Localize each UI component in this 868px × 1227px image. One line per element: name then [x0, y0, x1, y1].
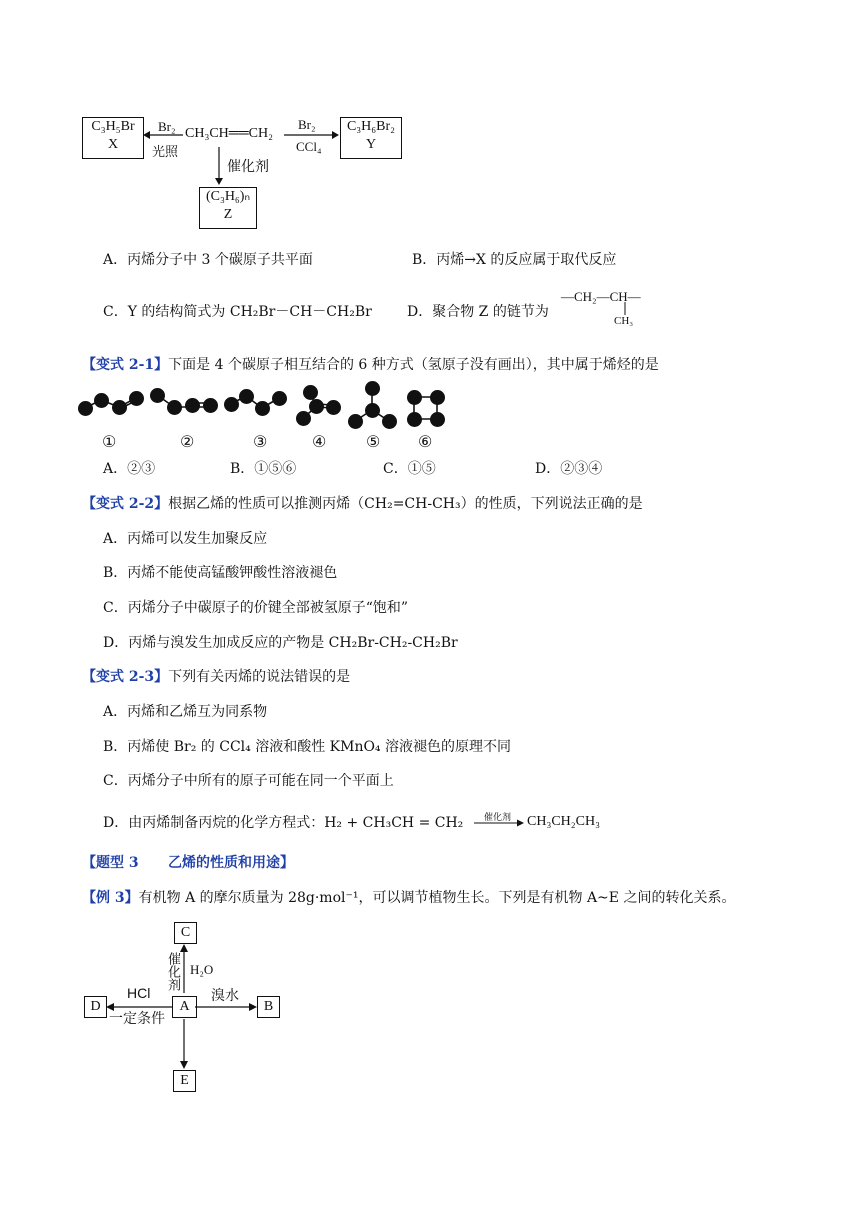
atom — [272, 391, 287, 406]
v21-option-b: B．①⑤⑥ — [230, 461, 297, 477]
down-arrow-label: 催化剂 — [227, 159, 269, 175]
mol-number-2: ② — [180, 432, 195, 451]
box-x-label: X — [107, 137, 119, 152]
mol-number-5: ⑤ — [366, 432, 381, 451]
scheme2-box-d: D — [84, 996, 107, 1018]
v23-product: CH₃CH₂CH₃ — [527, 814, 600, 829]
v22-question — [82, 494, 643, 514]
v22-option-c: C．丙烯分子中碳原子的价键全部被氢原子“饱和” — [103, 600, 409, 616]
right-arrow-top: Br₂ — [298, 117, 316, 132]
box-x-formula: C₃H₅Br — [91, 119, 135, 134]
atom — [255, 401, 270, 416]
atom — [382, 414, 397, 429]
scheme2-box-a: A — [172, 996, 197, 1018]
left-arrow-top: Br₂ — [158, 119, 176, 134]
v21-question — [82, 355, 659, 375]
atom — [365, 381, 380, 396]
q1-option-b: B．丙烯→X 的反应属于取代反应 — [412, 252, 617, 268]
atom — [407, 390, 422, 405]
scheme1-box-z — [199, 187, 257, 229]
atom — [365, 403, 380, 418]
scheme2-box-b: B — [257, 996, 280, 1018]
v22-option-d: D．丙烯与溴发生加成反应的产物是 CH₂Br-CH₂-CH₂Br — [103, 635, 458, 651]
atom — [112, 400, 127, 415]
polymer-unit-sub: CH₃ — [614, 315, 634, 327]
scheme2-box-e: E — [173, 1070, 196, 1092]
atom — [326, 400, 341, 415]
atom — [303, 385, 318, 400]
scheme1-box-y — [340, 117, 402, 159]
v21-option-a: A．②③ — [103, 461, 156, 477]
q1-option-a: A．丙烯分子中 3 个碳原子共平面 — [103, 252, 313, 268]
atom — [150, 388, 165, 403]
ex3-label: 【例 3】 — [82, 890, 139, 906]
v23-option-a: A．丙烯和乙烯互为同系物 — [103, 704, 268, 720]
left-arrow-bottom: 光照 — [152, 145, 179, 160]
atom — [94, 393, 109, 408]
scheme2-up-label: H₂O — [190, 962, 214, 977]
v22-label: 【变式 2-2】 — [82, 496, 169, 512]
v22-option-b: B．丙烯不能使高锰酸钾酸性溶液褪色 — [103, 565, 338, 581]
v23-text: 下列有关丙烯的说法错误的是 — [168, 669, 351, 685]
scheme2-left-bottom: 一定条件 — [109, 1011, 165, 1027]
v21-option-d: D．②③④ — [535, 461, 603, 477]
atom — [185, 398, 200, 413]
atom — [239, 389, 254, 404]
v23-option-d: D．由丙烯制备丙烷的化学方程式：H₂ + CH₃CH = CH₂ — [103, 815, 464, 831]
scheme2-left-top: HCl — [127, 985, 151, 1001]
mol-number-3: ③ — [253, 432, 268, 451]
q1-option-d: D．聚合物 Z 的链节为 — [407, 304, 549, 320]
scheme2-right-label: 溴水 — [211, 988, 239, 1004]
atom — [224, 397, 239, 412]
section-title: 乙烯的性质和用途】 — [168, 855, 294, 871]
section-label: 【题型 3 — [82, 855, 139, 871]
v22-text: 根据乙烯的性质可以推测丙烯（CH₂=CH-CH₃）的性质，下列说法正确的是 — [168, 496, 643, 512]
scheme1-box-x — [82, 117, 144, 159]
ex3-text: 有机物 A 的摩尔质量为 28g·mol⁻¹，可以调节植物生长。下列是有机物 A~E 之间的转化关系。 — [138, 890, 736, 906]
v21-label: 【变式 2-1】 — [82, 357, 169, 373]
atom — [167, 400, 182, 415]
v23-question — [82, 667, 350, 687]
atom — [348, 414, 363, 429]
v23-option-b: B．丙烯使 Br₂ 的 CCl₄ 溶液和酸性 KMnO₄ 溶液褪色的原理不同 — [103, 739, 511, 755]
box-z-label: Z — [223, 207, 233, 222]
atom — [296, 411, 311, 426]
mol-number-1: ① — [102, 432, 117, 451]
ex3-question — [82, 888, 735, 908]
polymer-unit-top: —CH₂—CH— — [561, 289, 641, 304]
v22-option-a: A．丙烯可以发生加聚反应 — [103, 531, 268, 547]
v23-option-c: C．丙烯分子中所有的原子可能在同一个平面上 — [103, 773, 394, 789]
box-y-label: Y — [365, 137, 377, 152]
right-arrow-bottom: CCl₄ — [296, 139, 322, 154]
atom — [430, 390, 445, 405]
atom — [203, 398, 218, 413]
atom — [430, 412, 445, 427]
v23-label: 【变式 2-3】 — [82, 669, 169, 685]
box-y-formula: C₃H₆Br₂ — [346, 119, 396, 134]
v23-arrow-label: 催化剂 — [484, 813, 512, 823]
atom — [309, 399, 324, 414]
scheme2-up-label-vertical: 催化剂 — [165, 952, 180, 991]
scheme2-box-c: C — [174, 922, 197, 944]
mol-number-4: ④ — [312, 432, 327, 451]
atom — [78, 401, 93, 416]
q1-option-c: C．Y 的结构简式为 CH₂Br－CH－CH₂Br — [103, 304, 372, 320]
v21-text: 下面是 4 个碳原子相互结合的 6 种方式（氢原子没有画出），其中属于烯烃的是 — [168, 357, 659, 373]
propene-center: CH₃CH══CH₂ — [185, 126, 273, 141]
atom — [407, 412, 422, 427]
atom — [129, 391, 144, 406]
mol-number-6: ⑥ — [418, 432, 433, 451]
box-z-formula: (C₃H₆)ₙ — [205, 189, 251, 204]
v21-option-c: C．①⑤ — [383, 461, 436, 477]
